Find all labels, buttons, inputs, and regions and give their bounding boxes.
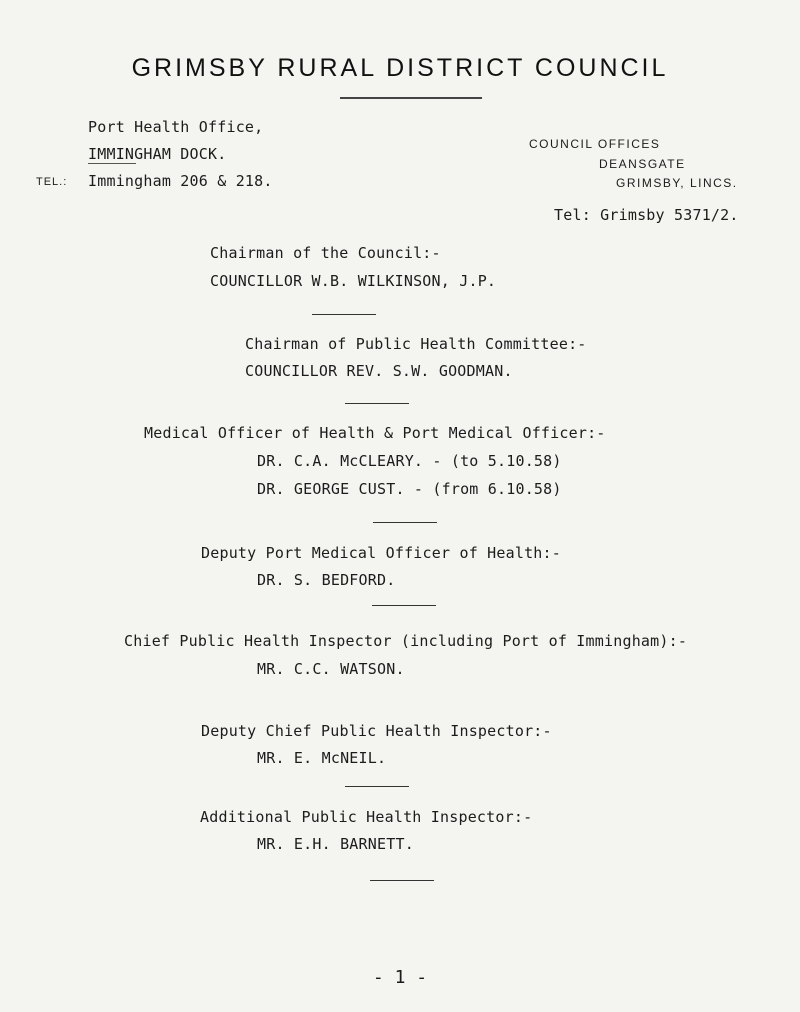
moh-name-1: DR. C.A. McCLEARY. - (to 5.10.58)	[257, 452, 562, 470]
additional-phi-name: MR. E.H. BARNETT.	[257, 835, 414, 853]
chairman-health-title: Chairman of Public Health Committee:-	[245, 335, 587, 353]
page-number: - 1 -	[372, 967, 428, 988]
divider	[312, 314, 376, 315]
port-office-tel: Immingham 206 & 218.	[88, 172, 273, 190]
title-underline	[340, 97, 482, 99]
council-offices-line3: GRIMSBY, LINCS.	[616, 176, 738, 190]
divider	[373, 522, 437, 523]
cphi-title: Chief Public Health Inspector (including Port of Immingham):-	[124, 632, 688, 650]
divider	[345, 786, 409, 787]
council-offices-line2: DEANSGATE	[599, 157, 686, 171]
port-office-line1: Port Health Office,	[88, 118, 264, 136]
port-office-line2: IMMINGHAM DOCK.	[88, 145, 227, 163]
deputy-moh-title: Deputy Port Medical Officer of Health:-	[201, 544, 561, 562]
deputy-cphi-name: MR. E. McNEIL.	[257, 749, 387, 767]
chairman-council-name: COUNCILLOR W.B. WILKINSON, J.P.	[210, 272, 497, 290]
chairman-council-title: Chairman of the Council:-	[210, 244, 441, 262]
moh-title: Medical Officer of Health & Port Medical Officer:-	[144, 424, 606, 442]
council-offices-line1: COUNCIL OFFICES	[529, 137, 661, 151]
council-title: GRIMSBY RURAL DISTRICT COUNCIL	[131, 54, 669, 82]
divider	[370, 880, 434, 881]
council-offices-tel: Tel: Grimsby 5371/2.	[554, 206, 739, 224]
deputy-cphi-title: Deputy Chief Public Health Inspector:-	[201, 722, 552, 740]
deputy-moh-name: DR. S. BEDFORD.	[257, 571, 396, 589]
divider	[372, 605, 436, 606]
cphi-name: MR. C.C. WATSON.	[257, 660, 405, 678]
divider	[345, 403, 409, 404]
chairman-health-name: COUNCILLOR REV. S.W. GOODMAN.	[245, 362, 513, 380]
additional-phi-title: Additional Public Health Inspector:-	[200, 808, 533, 826]
moh-name-2: DR. GEORGE CUST. - (from 6.10.58)	[257, 480, 562, 498]
port-office-underline	[88, 163, 136, 164]
tel-label: TEL.:	[36, 176, 68, 188]
